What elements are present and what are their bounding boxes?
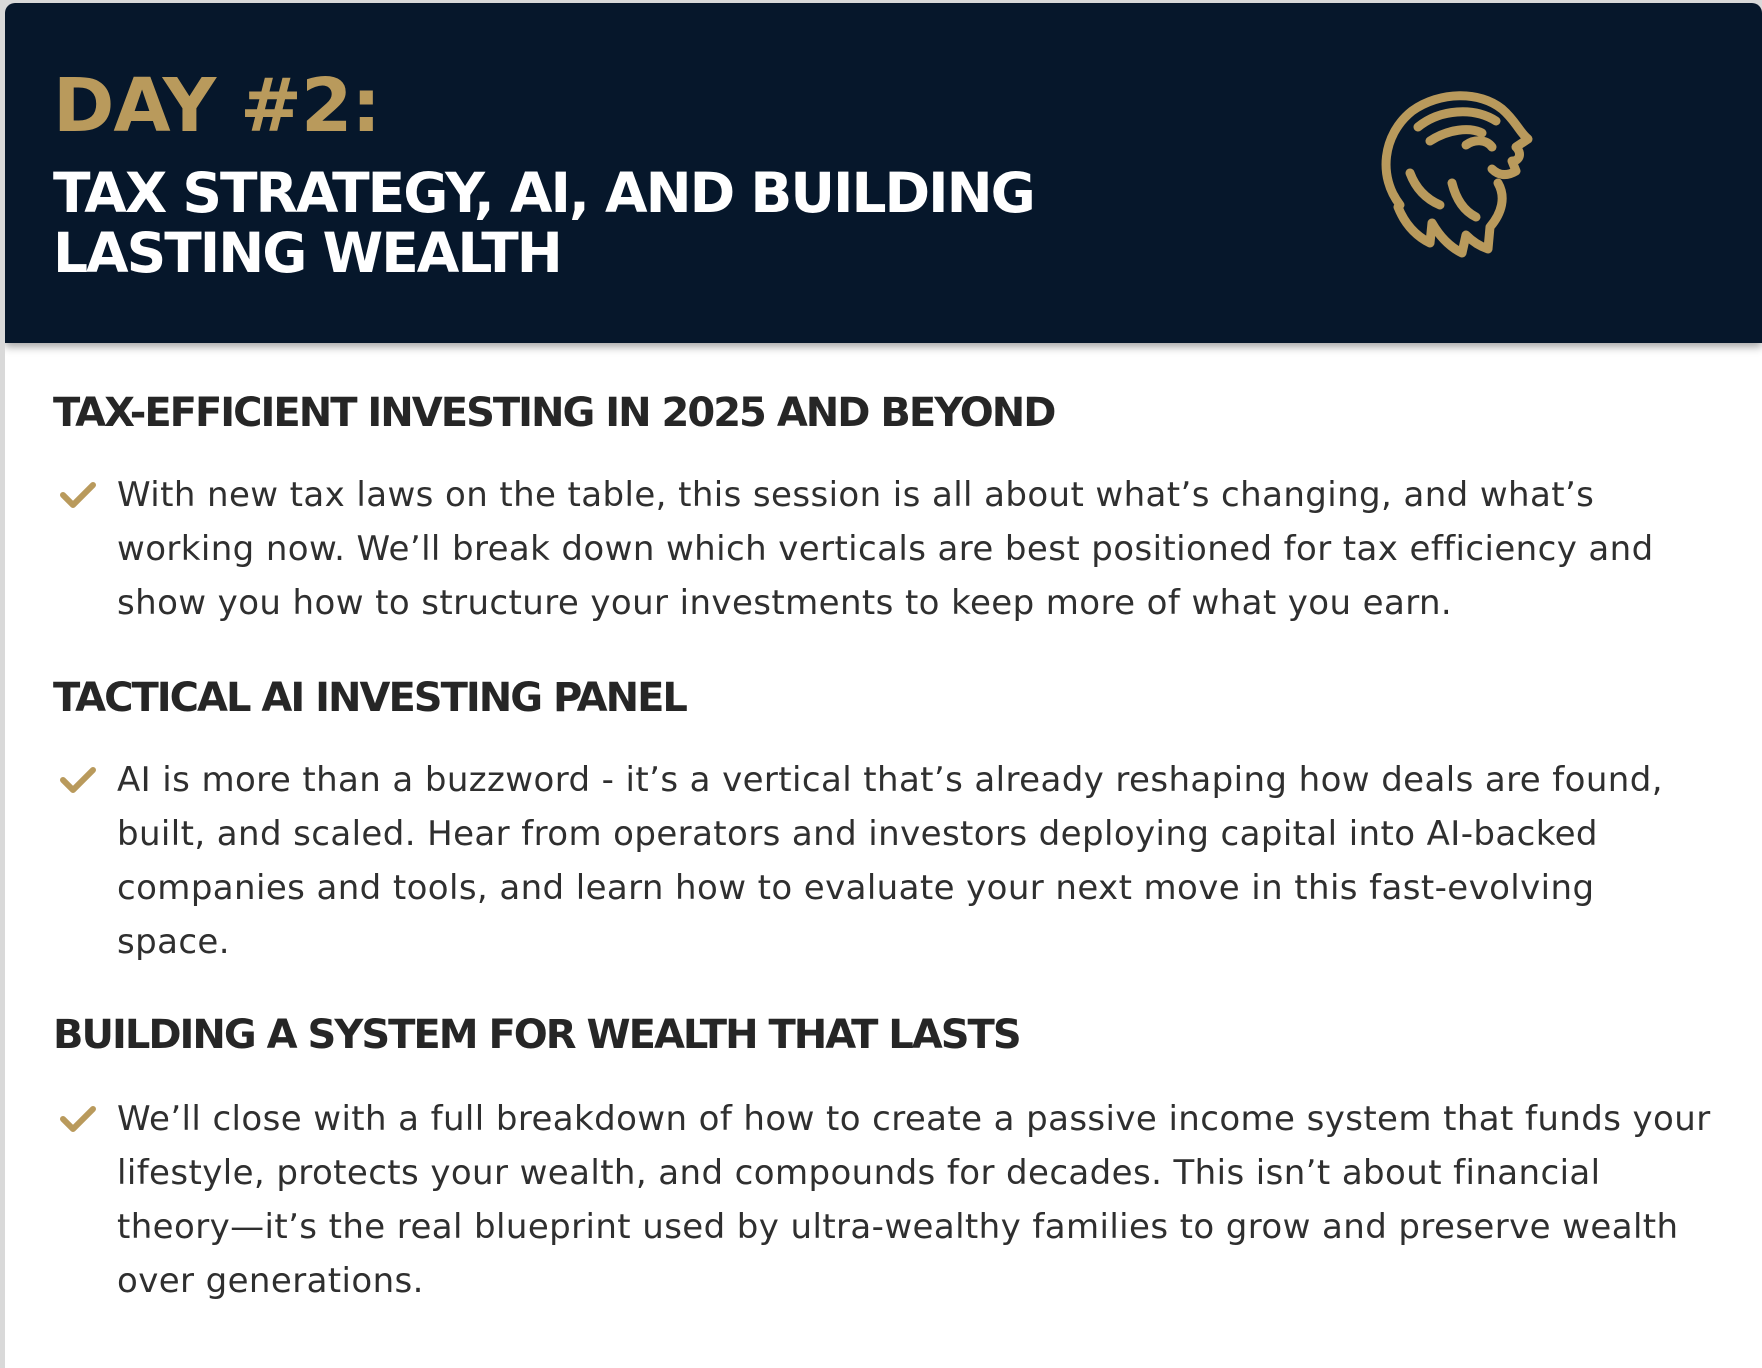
list-item-ai [53,753,1713,973]
lion-head-icon [1370,87,1540,262]
list-item-tax [53,468,1713,638]
section-heading-wealth: BUILDING A SYSTEM FOR WEALTH THAT LASTS [53,1012,1020,1058]
list-item-wealth [53,1092,1713,1312]
day-subtitle: TAX STRATEGY, AI, AND BUILDING LASTING WEALTH [53,161,1034,285]
list-item-text-tax: With new tax laws on the table, this session is all about what’s changing, and what’s working now. We’ll break down which verticals are best positioned for tax efficiency and show you how to structure your investments to keep more of what you earn. [117,475,1654,623]
checkmark-icon [59,1104,97,1134]
checkmark-icon [59,480,97,510]
list-item-text-wealth: We’ll close with a full breakdown of how to create a passive income system that funds your lifestyle, protects your wealth, and compounds for decades. This isn’t about financial theory—it’s the real blueprint used by ultra-wealthy families to grow and preserve wealth over generations. [117,1099,1711,1301]
day-title: DAY #2: [53,63,381,149]
section-heading-tax: TAX-EFFICIENT INVESTING IN 2025 AND BEYOND [53,390,1055,436]
list-item-text-ai: AI is more than a buzzword - it’s a vertical that’s already reshaping how deals are found, built, and scaled. Hear from operators and investors deploying capital into AI-backed companies and tools, and learn how to evaluate your next move in this fast-evolving space. [117,760,1663,962]
checkmark-icon [59,765,97,795]
section-heading-ai: TACTICAL AI INVESTING PANEL [53,675,686,721]
event-card [5,3,1762,1368]
day-header [5,3,1762,343]
